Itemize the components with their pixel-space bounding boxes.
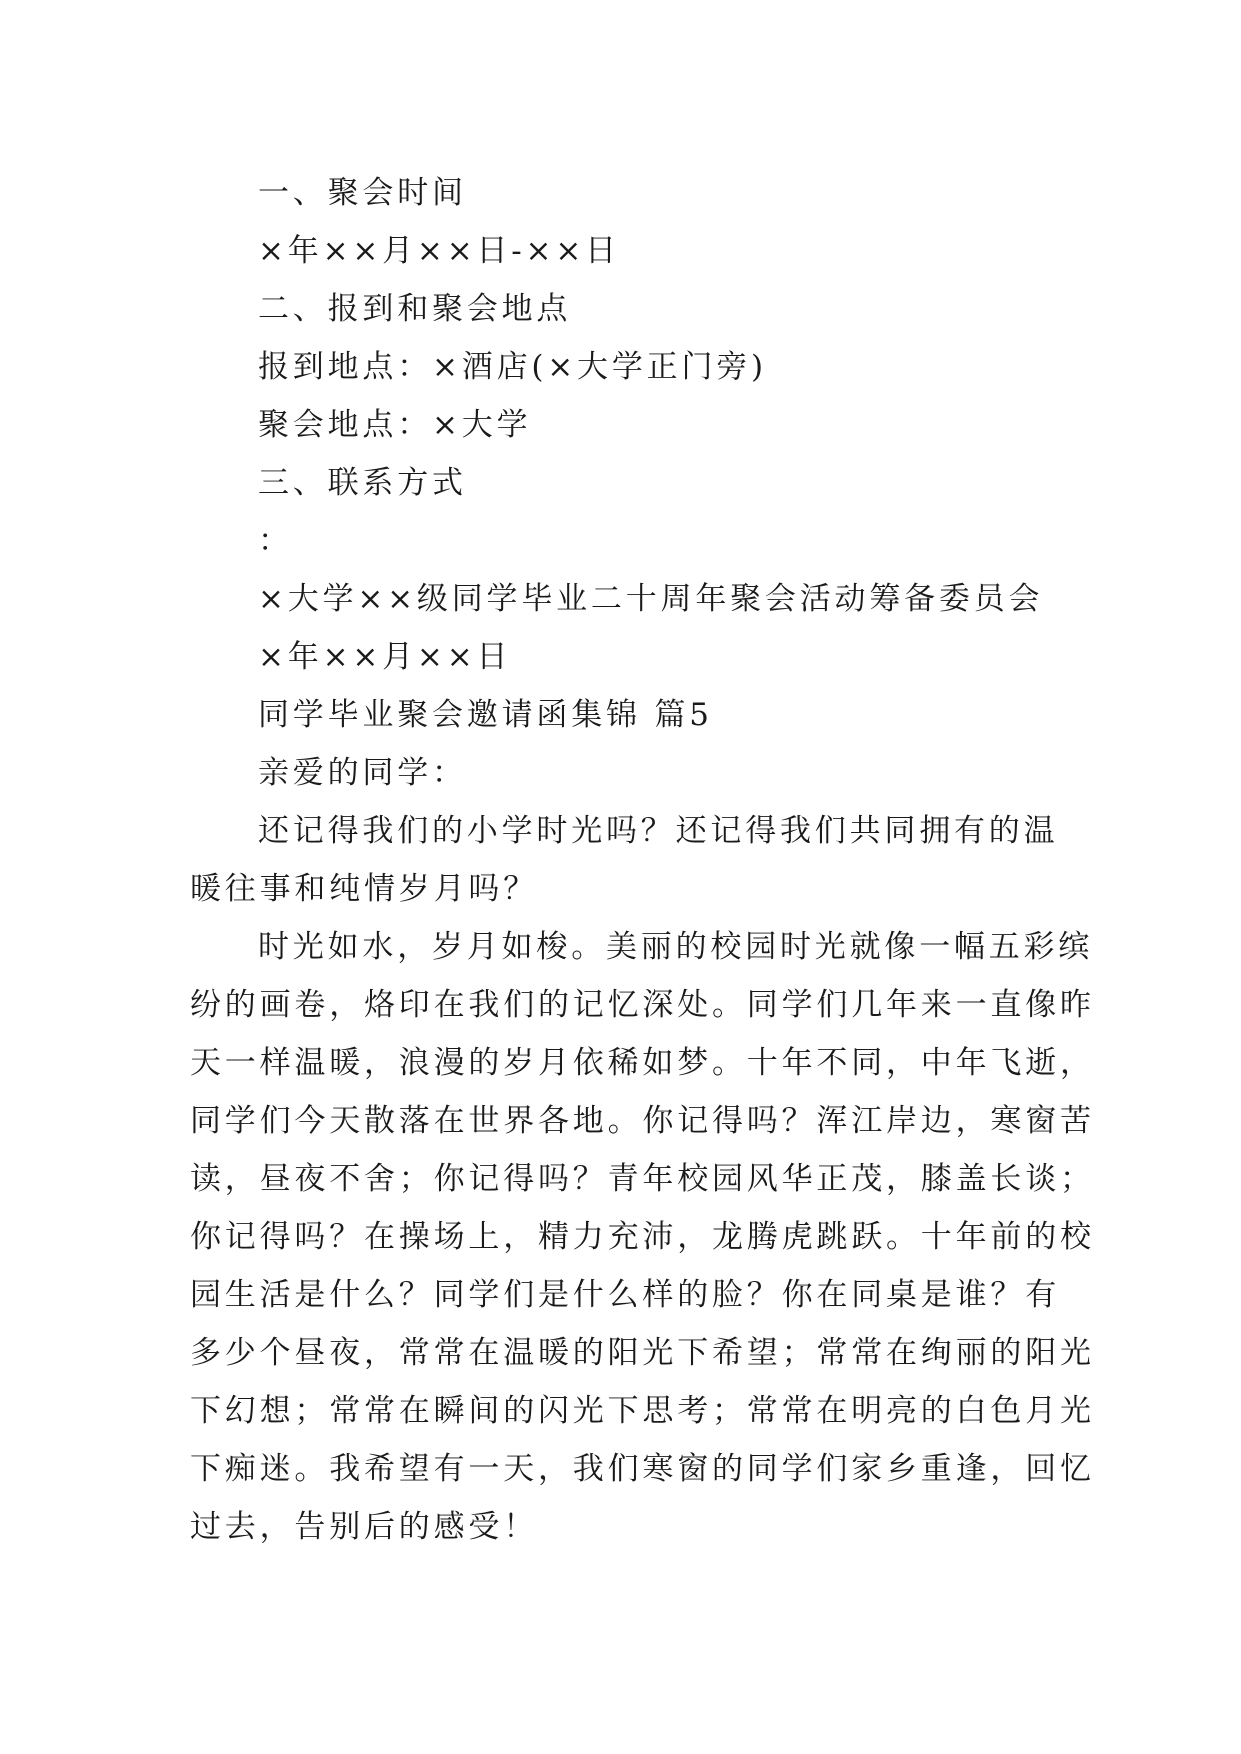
meeting-date: ×年××月××日-××日	[258, 233, 620, 269]
paragraph-2-line: 纷的画卷，烙印在我们的记忆深处。同学们几年来一直像昨	[190, 987, 1095, 1023]
section-heading-time: 一、聚会时间	[258, 175, 467, 211]
checkin-location: 报到地点：×酒店(×大学正门旁)	[258, 349, 767, 385]
article-title: 同学毕业聚会邀请函集锦 篇5	[258, 697, 713, 733]
paragraph-2-line: 下幻想；常常在瞬间的闪光下思考；常常在明亮的白色月光	[190, 1393, 1095, 1429]
contact-info: ：	[258, 523, 293, 559]
paragraph-2-line: 读，昼夜不舍；你记得吗？青年校园风华正茂，膝盖长谈；	[190, 1161, 1095, 1197]
paragraph-2-line: 时光如水，岁月如梭。美丽的校园时光就像一幅五彩缤	[258, 929, 1094, 965]
paragraph-2-line: 过去，告别后的感受！	[190, 1509, 538, 1545]
section-heading-location: 二、报到和聚会地点	[258, 291, 572, 327]
paragraph-1-line: 暖往事和纯情岁月吗？	[190, 871, 538, 907]
signature-date: ×年××月××日	[258, 639, 512, 675]
paragraph-2-line: 你记得吗？在操场上，精力充沛，龙腾虎跳跃。十年前的校	[190, 1219, 1095, 1255]
paragraph-2-line: 多少个昼夜，常常在温暖的阳光下希望；常常在绚丽的阳光	[190, 1335, 1095, 1371]
organizer-signature: ×大学××级同学毕业二十周年聚会活动筹备委员会	[258, 581, 1044, 617]
paragraph-2-line: 下痴迷。我希望有一天，我们寒窗的同学们家乡重逢，回忆	[190, 1451, 1095, 1487]
paragraph-2-line: 天一样温暖，浪漫的岁月依稀如梦。十年不同，中年飞逝，	[190, 1045, 1095, 1081]
paragraph-2-line: 同学们今天散落在世界各地。你记得吗？浑江岸边，寒窗苦	[190, 1103, 1095, 1139]
section-heading-contact: 三、联系方式	[258, 465, 467, 501]
salutation: 亲爱的同学：	[258, 755, 467, 791]
paragraph-1-line: 还记得我们的小学时光吗？还记得我们共同拥有的温	[258, 813, 1059, 849]
meeting-location: 聚会地点：×大学	[258, 407, 532, 443]
paragraph-2-line: 园生活是什么？同学们是什么样的脸？你在同桌是谁？有	[190, 1277, 1060, 1313]
